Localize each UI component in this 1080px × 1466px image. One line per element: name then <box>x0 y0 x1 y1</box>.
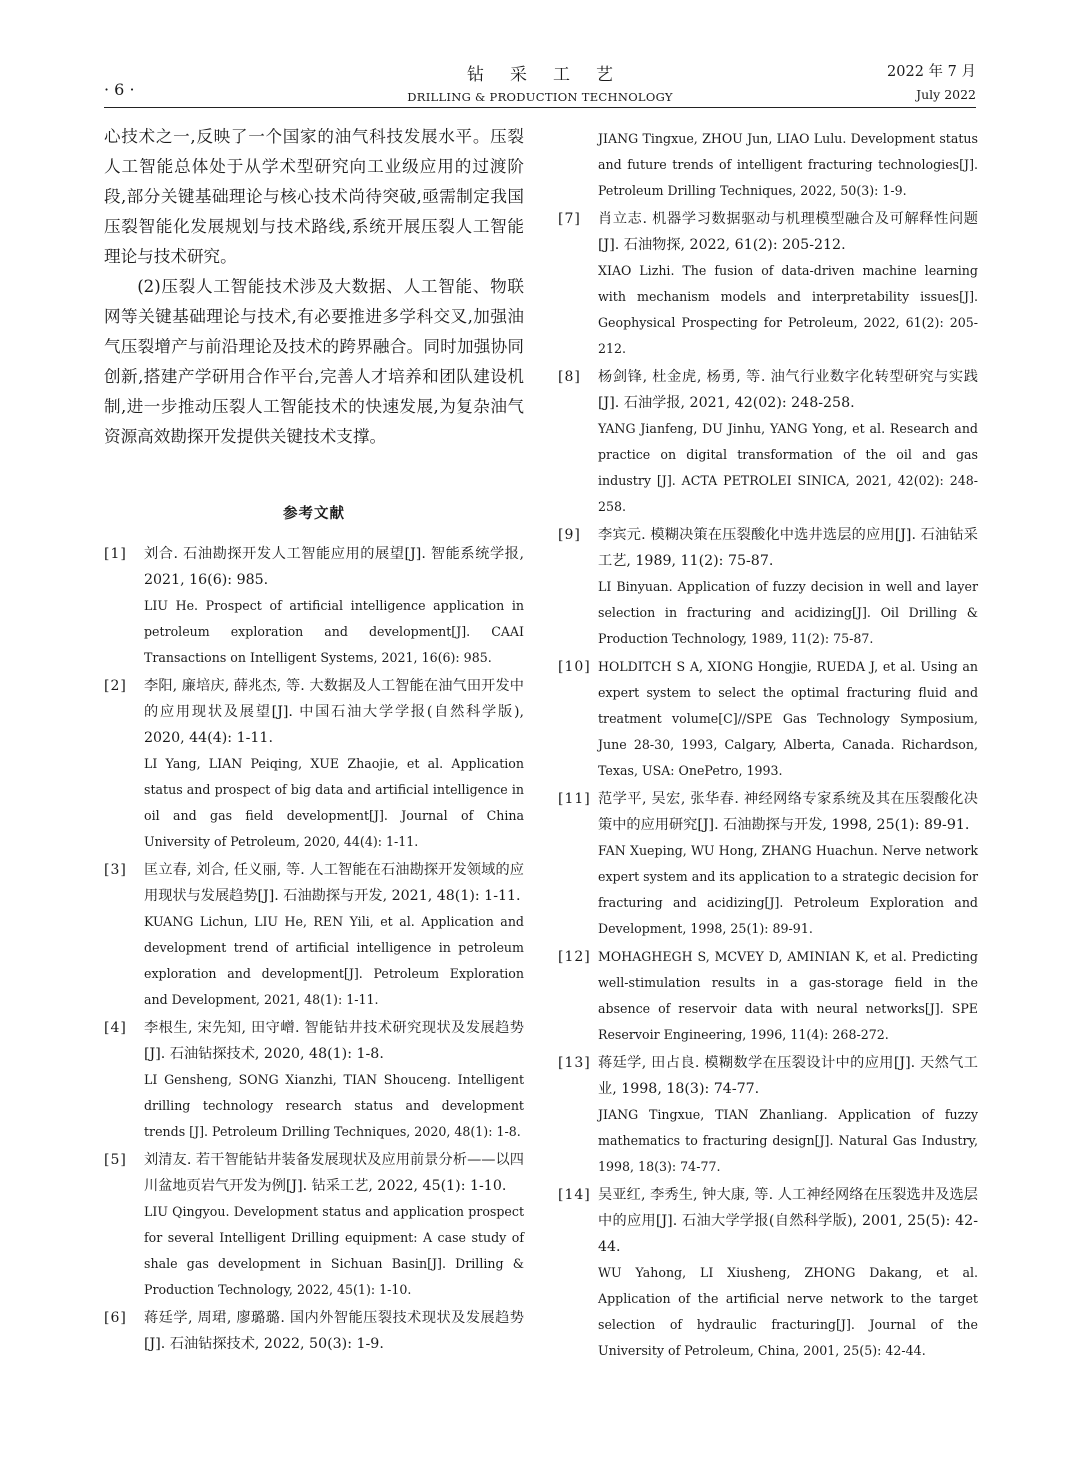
reference-number: [4] <box>104 1020 127 1036</box>
reference-en: LI Binyuan. Application of fuzzy decision in well and layer selection in fracturing and acidizing[J]. Oil Drilling & Production Technology, 1989, 11(2): 75-87. <box>598 579 978 646</box>
reference-item <box>104 857 524 1013</box>
reference-item <box>558 786 978 942</box>
reference-number: [14] <box>558 1187 591 1203</box>
reference-cn: 蒋廷学, 田占良. 模糊数学在压裂设计中的应用[J]. 天然气工业, 1998, 18(3): 74-77. <box>598 1055 978 1097</box>
reference-en: HOLDITCH S A, XIONG Hongjie, RUEDA J, et al. Using an expert system to select the optimal fracturing fluid and treatment volume[C]//SPE Gas Technology Symposium, June 28-30, 1993, Calgary, Alberta, Canada. Richardson, Texas, USA: OnePetro, 1993. <box>598 659 978 778</box>
issue-date-block <box>887 60 976 102</box>
reference-en: LI Gensheng, SONG Xianzhi, TIAN Shouceng. Intelligent drilling technology research status and development trends [J]. Petroleum Drilling Techniques, 2020, 48(1): 1-8. <box>144 1072 524 1139</box>
reference-number: [13] <box>558 1055 591 1071</box>
reference-en: WU Yahong, LI Xiusheng, ZHONG Dakang, et al. Application of the artificial nerve network to the target selection of hydraulic fracturing[J]. Journal of the University of Petroleum, China, 2001, 25(5): 42-44. <box>598 1265 978 1358</box>
journal-title-block <box>104 60 976 104</box>
reference-number: [7] <box>558 211 581 227</box>
reference-cn: 匡立春, 刘合, 任义丽, 等. 人工智能在石油勘探开发领域的应用现状与发展趋势[J]. 石油勘探与开发, 2021, 48(1): 1-11. <box>144 862 524 904</box>
reference-cn: 刘清友. 若干智能钻井装备发展现状及应用前景分析——以四川盆地页岩气开发为例[J]. 钻采工艺, 2022, 45(1): 1-10. <box>144 1152 524 1194</box>
reference-en: LIU Qingyou. Development status and application prospect for several Intelligent Drilling equipment: A case study of shale gas development in Sichuan Basin[J]. Drilling & Production Technology, 2022, 45(1): 1-10. <box>144 1204 524 1297</box>
reference-cn: 李阳, 廉培庆, 薛兆杰, 等. 大数据及人工智能在油气田开发中的应用现状及展望[J]. 中国石油大学学报(自然科学版), 2020, 44(4): 1-11. <box>144 678 524 746</box>
reference-cn: 范学平, 吴宏, 张华春. 神经网络专家系统及其在压裂酸化决策中的应用研究[J]. 石油勘探与开发, 1998, 25(1): 89-91. <box>598 791 978 833</box>
reference-item <box>104 673 524 855</box>
reference-cn: 肖立志. 机器学习数据驱动与机理模型融合及可解释性问题[J]. 石油物探, 2022, 61(2): 205-212. <box>598 211 978 253</box>
journal-title-cn: 钻采工艺 <box>467 65 639 85</box>
page-header <box>104 58 976 108</box>
reference-cn: 吴亚红, 李秀生, 钟大康, 等. 人工神经网络在压裂选井及选层中的应用[J]. 石油大学学报(自然科学版), 2001, 25(5): 42-44. <box>598 1187 978 1255</box>
reference-number: [1] <box>104 546 127 562</box>
reference-number: [12] <box>558 949 591 965</box>
reference-continuation <box>558 126 978 204</box>
reference-en: JIANG Tingxue, ZHOU Jun, LIAO Lulu. Development status and future trends of intelligent fracturing technologies[J]. Petroleum Drilling Techniques, 2022, 50(3): 1-9. <box>598 131 978 198</box>
left-column <box>104 122 524 1359</box>
reference-item <box>558 944 978 1048</box>
reference-number: [3] <box>104 862 127 878</box>
reference-item <box>558 206 978 362</box>
journal-title-en: DRILLING & PRODUCTION TECHNOLOGY <box>407 90 673 104</box>
reference-cn: 杨剑锋, 杜金虎, 杨勇, 等. 油气行业数字化转型研究与实践 [J]. 石油学报, 2021, 42(02): 248-258. <box>598 369 978 411</box>
reference-number: [10] <box>558 659 591 675</box>
reference-cn: 李根生, 宋先知, 田守嶒. 智能钻井技术研究现状及发展趋势[J]. 石油钻探技术, 2020, 48(1): 1-8. <box>144 1020 524 1062</box>
reference-number: [2] <box>104 678 127 694</box>
reference-number: [11] <box>558 791 591 807</box>
reference-en: XIAO Lizhi. The fusion of data-driven machine learning with mechanism models and interpretability issues[J]. Geophysical Prospecting for Petroleum, 2022, 61(2): 205-212. <box>598 263 978 356</box>
reference-item <box>104 1015 524 1145</box>
reference-item <box>558 654 978 784</box>
reference-cn: 李宾元. 模糊决策在压裂酸化中选井选层的应用[J]. 石油钻采工艺, 1989, 11(2): 75-87. <box>598 527 978 569</box>
reference-item <box>104 541 524 671</box>
issue-date-cn: 2022 年 7 月 <box>887 64 976 80</box>
reference-list-right <box>558 206 978 1364</box>
reference-en: MOHAGHEGH S, MCVEY D, AMINIAN K, et al. Predicting well-stimulation results in a gas-storage field in the absence of reservoir data with neural networks[J]. SPE Reservoir Engineering, 1996, 11(4): 268-272. <box>598 949 978 1042</box>
reference-item <box>104 1147 524 1303</box>
reference-number: [9] <box>558 527 581 543</box>
reference-number: [6] <box>104 1310 127 1326</box>
reference-en: JIANG Tingxue, TIAN Zhanliang. Application of fuzzy mathematics to fracturing design[J]. Natural Gas Industry, 1998, 18(3): 74-77. <box>598 1107 978 1174</box>
reference-number: [8] <box>558 369 581 385</box>
reference-item <box>558 1050 978 1180</box>
reference-cn: 刘合. 石油勘探开发人工智能应用的展望[J]. 智能系统学报, 2021, 16(6): 985. <box>144 546 524 588</box>
body-paragraph-2: (2)压裂人工智能技术涉及大数据、人工智能、物联网等关键基础理论与技术,有必要推进多学科交叉,加强油气压裂增产与前沿理论及技术的跨界融合。同时加强协同创新,搭建产学研用合作平台,完善人才培养和团队建设机制,进一步推动压裂人工智能技术的快速发展,为复杂油气资源高效勘探开发提供关键技术支撑。 <box>104 277 524 446</box>
reference-en: YANG Jianfeng, DU Jinhu, YANG Yong, et al. Research and practice on digital transformation of the oil and gas industry [J]. ACTA PETROLEI SINICA, 2021, 42(02): 248-258. <box>598 421 978 514</box>
references-heading: 参考文献 <box>283 506 345 522</box>
reference-item <box>558 1182 978 1364</box>
reference-en: FAN Xueping, WU Hong, ZHANG Huachun. Nerve network expert system and its application to a strategic decision for fracturing and acidizing[J]. Petroleum Exploration and Development, 1998, 25(1): 89-91. <box>598 843 978 936</box>
reference-list-left <box>104 541 524 1357</box>
reference-number: [5] <box>104 1152 127 1168</box>
reference-item <box>558 364 978 520</box>
reference-item <box>558 522 978 652</box>
body-paragraph-1: 心技术之一,反映了一个国家的油气科技发展水平。压裂人工智能总体处于从学术型研究向工业级应用的过渡阶段,部分关键基础理论与核心技术尚待突破,亟需制定我国压裂智能化发展规划与技术路线,系统开展压裂人工智能理论与技术研究。 <box>104 127 524 266</box>
reference-cn: 蒋廷学, 周珺, 廖璐璐. 国内外智能压裂技术现状及发展趋势[J]. 石油钻探技术, 2022, 50(3): 1-9. <box>144 1310 524 1352</box>
header-rule <box>104 107 976 108</box>
reference-en: LIU He. Prospect of artificial intelligence application in petroleum exploration and development[J]. CAAI Transactions on Intelligent Systems, 2021, 16(6): 985. <box>144 598 524 665</box>
right-column <box>558 126 978 1366</box>
page-number: · 6 · <box>104 80 135 99</box>
reference-en: KUANG Lichun, LIU He, REN Yili, et al. Application and development trend of artificial intelligence in petroleum exploration and development[J]. Petroleum Exploration and Development, 2021, 48(1): 1-11. <box>144 914 524 1007</box>
issue-date-en: July 2022 <box>916 87 976 102</box>
reference-item <box>104 1305 524 1357</box>
reference-en: LI Yang, LIAN Peiqing, XUE Zhaojie, et al. Application status and prospect of big data and artificial intelligence in oil and gas field development[J]. Journal of China University of Petroleum, 2020, 44(4): 1-11. <box>144 756 524 849</box>
